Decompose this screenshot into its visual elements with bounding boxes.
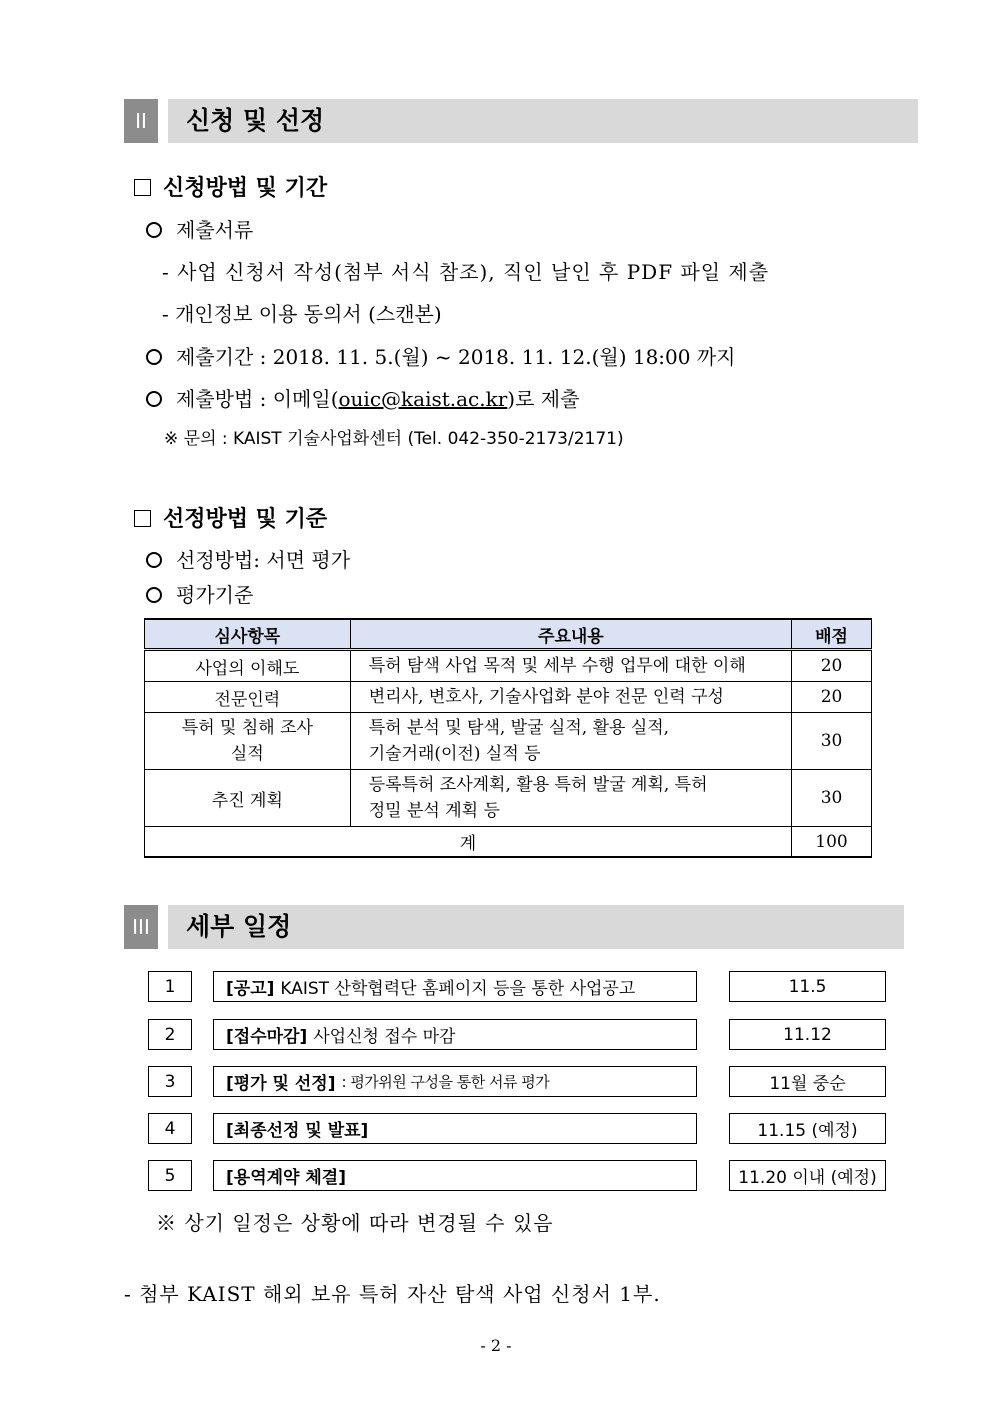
schedule-desc-2: [213, 1019, 697, 1050]
total-score: 100: [792, 827, 872, 858]
section-2-number: II: [124, 99, 158, 143]
section-2-title: 신청 및 선정: [186, 106, 325, 135]
select-heading: [134, 502, 327, 533]
docs-label: 제출서류: [176, 218, 254, 242]
schedule-desc-text: : 평가위원 구성을 통한 서류 평가: [341, 1073, 550, 1091]
row-content: 특허 탐색 사업 목적 및 세부 수행 업무에 대한 이해: [350, 650, 791, 682]
schedule-desc-text: KAIST 산학협력단 홈페이지 등을 통한 사업공고: [280, 979, 636, 999]
apply-heading-text: 신청방법 및 기간: [163, 176, 328, 201]
row-content-line-2: 기술거래(이전) 실적 등: [368, 744, 541, 764]
schedule-no-2: 2: [148, 1019, 192, 1050]
square-bullet-icon: [134, 510, 151, 527]
schedule-tag: [용역계약 체결]: [226, 1168, 346, 1188]
row-score: 30: [792, 713, 872, 770]
period-line: [146, 341, 736, 370]
docs-label-line: [146, 214, 253, 243]
schedule-no-1: 1: [148, 971, 192, 1002]
row-item: 추진 계획: [145, 770, 351, 827]
row-score: 20: [792, 682, 872, 713]
header-item: 심사항목: [145, 619, 351, 650]
section-3-title: 세부 일정: [186, 912, 292, 941]
header-content: 주요내용: [350, 619, 791, 650]
table-row: [145, 682, 872, 713]
header-score: 배점: [792, 619, 872, 650]
row-content: 변리사, 변호사, 기술사업화 분야 전문 인력 구성: [350, 682, 791, 713]
row-content: [350, 770, 791, 827]
schedule-date-1: 11.5: [729, 971, 886, 1002]
schedule-note: ※ 상기 일정은 상황에 따라 변경될 수 있음: [156, 1211, 554, 1235]
circle-bullet-icon: [146, 349, 162, 365]
schedule-desc-4: [213, 1113, 697, 1144]
section-3-number: III: [124, 905, 158, 949]
schedule-date-4: 11.15 (예정): [729, 1113, 886, 1144]
row-content: [350, 713, 791, 770]
circle-bullet-icon: [146, 552, 162, 568]
schedule-tag: [최종선정 및 발표]: [226, 1121, 369, 1141]
row-content-line-1: 등록특허 조사계획, 활용 특허 발굴 계획, 특허: [368, 775, 708, 795]
email-link[interactable]: ouic@kaist.ac.kr: [338, 387, 508, 411]
circle-bullet-icon: [146, 391, 162, 407]
table-total-row: [145, 827, 872, 858]
criteria-label: 평가기준: [176, 583, 254, 607]
total-label: 계: [145, 827, 792, 858]
circle-bullet-icon: [146, 587, 162, 603]
circle-bullet-icon: [146, 222, 162, 238]
row-content-line-1: 특허 분석 및 탐색, 발굴 실적, 활용 실적,: [368, 718, 670, 738]
schedule-no-4: 4: [148, 1113, 192, 1144]
schedule-date-5: 11.20 이내 (예정): [729, 1160, 886, 1191]
docs-item-2: - 개인정보 이용 동의서 (스캔본): [162, 302, 442, 326]
apply-heading: [134, 171, 327, 202]
select-method-line: [146, 544, 350, 573]
select-method-text: 선정방법: 서면 평가: [176, 548, 351, 572]
section-3-header: [124, 905, 904, 949]
row-content-line-2: 정밀 분석 계획 등: [368, 801, 500, 821]
row-item-line-1: 특허 및 침해 조사: [181, 718, 313, 738]
schedule-tag: [평가 및 선정]: [226, 1074, 336, 1094]
row-item: 사업의 이해도: [145, 650, 351, 682]
evaluation-table: [144, 618, 872, 858]
schedule-tag: [접수마감]: [226, 1027, 308, 1047]
attachment-line: - 첨부 KAIST 해외 보유 특허 자산 탐색 사업 신청서 1부.: [124, 1282, 661, 1306]
row-item: 전문인력: [145, 682, 351, 713]
schedule-desc-text: 사업신청 접수 마감: [313, 1027, 456, 1047]
schedule-desc-3: [213, 1066, 697, 1097]
method-line: [146, 383, 579, 412]
criteria-label-line: [146, 579, 253, 608]
table-row: [145, 650, 872, 682]
schedule-desc-1: [213, 971, 697, 1002]
schedule-desc-5: [213, 1160, 697, 1191]
schedule-tag: [공고]: [226, 979, 275, 999]
section-2-header: [124, 99, 918, 143]
schedule-no-3: 3: [148, 1066, 192, 1097]
table-row: [145, 713, 872, 770]
schedule-date-2: 11.12: [729, 1019, 886, 1050]
row-score: 30: [792, 770, 872, 827]
table-header-row: [145, 619, 872, 650]
square-bullet-icon: [134, 179, 151, 196]
schedule-date-3: 11월 중순: [729, 1066, 886, 1097]
row-score: 20: [792, 650, 872, 682]
table-row: [145, 770, 872, 827]
method-suffix: )로 제출: [507, 387, 580, 411]
contact-note: ※ 문의 : KAIST 기술사업화센터 (Tel. 042-350-2173/2171): [164, 429, 624, 449]
period-text: 제출기간 : 2018. 11. 5.(월) ~ 2018. 11. 12.(월) 18:00 까지: [176, 345, 736, 369]
schedule-no-5: 5: [148, 1160, 192, 1191]
method-prefix: 제출방법 : 이메일(: [176, 387, 339, 411]
row-item-line-2: 실적: [230, 744, 264, 764]
select-heading-text: 선정방법 및 기준: [163, 507, 328, 532]
docs-item-1: - 사업 신청서 작성(첨부 서식 참조), 직인 날인 후 PDF 파일 제출: [162, 260, 770, 284]
row-item: [145, 713, 351, 770]
page-number: - 2 -: [480, 1336, 512, 1355]
